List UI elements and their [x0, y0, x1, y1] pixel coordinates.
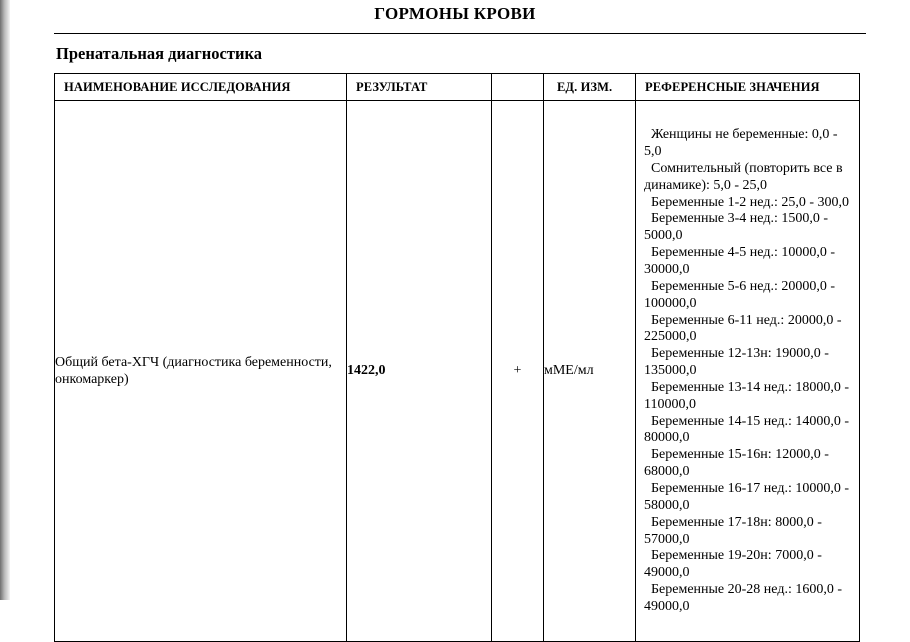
title-divider: [54, 33, 866, 34]
reference-item: Беременные 17-18н: 8000,0 - 57000,0: [644, 514, 822, 547]
reference-item: Беременные 14-15 нед.: 14000,0 - 80000,0: [644, 413, 850, 446]
reference-item: Беременные 4-5 нед.: 10000,0 - 30000,0: [644, 245, 836, 278]
test-name: Общий бета-ХГЧ (диагностика беременности, онкомаркер): [55, 101, 347, 642]
test-unit: мМЕ/мл: [544, 101, 636, 642]
table-header-row: [55, 74, 860, 101]
header-result: РЕЗУЛЬТАТ: [347, 74, 492, 101]
section-title: Пренатальная диагностика: [56, 44, 262, 63]
reference-item: Беременные 12-13н: 19000,0 - 135000,0: [644, 346, 829, 379]
reference-list: [636, 126, 859, 615]
header-reference: РЕФЕРЕНСНЫЕ ЗНАЧЕНИЯ: [636, 74, 860, 101]
results-table: [54, 73, 860, 642]
reference-item: Беременные 3-4 нед.: 1500,0 - 5000,0: [644, 211, 829, 244]
result-flag: +: [492, 101, 544, 642]
table-row: [55, 101, 860, 642]
reference-item: Беременные 6-11 нед.: 20000,0 - 225000,0: [644, 312, 842, 345]
reference-item: Сомнительный (повторить все в динамике): 5,0 - 25,0: [644, 160, 843, 193]
page-edge-shadow: [0, 0, 10, 600]
reference-item: Женщины не беременные: 0,0 - 5,0: [644, 127, 838, 160]
reference-item: Беременные 20-28 нед.: 1600,0 - 49000,0: [644, 582, 843, 614]
reference-item: Беременные 1-2 нед.: 25,0 - 300,0: [651, 194, 850, 210]
reference-item: Беременные 19-20н: 7000,0 - 49000,0: [644, 548, 822, 581]
reference-values: [636, 101, 860, 642]
header-unit: ЕД. ИЗМ.: [544, 74, 636, 101]
header-flag: [492, 74, 544, 101]
reference-item: Беременные 5-6 нед.: 20000,0 - 100000,0: [644, 278, 836, 311]
reference-item: Беременные 13-14 нед.: 18000,0 - 110000,0: [644, 379, 850, 412]
reference-item: Беременные 16-17 нед.: 10000,0 - 58000,0: [644, 480, 850, 513]
document-title: ГОРМОНЫ КРОВИ: [374, 4, 536, 23]
reference-item: Беременные 15-16н: 12000,0 - 68000,0: [644, 447, 829, 480]
test-result: 1422,0: [347, 101, 492, 642]
header-name: НАИМЕНОВАНИЕ ИССЛЕДОВАНИЯ: [55, 74, 347, 101]
